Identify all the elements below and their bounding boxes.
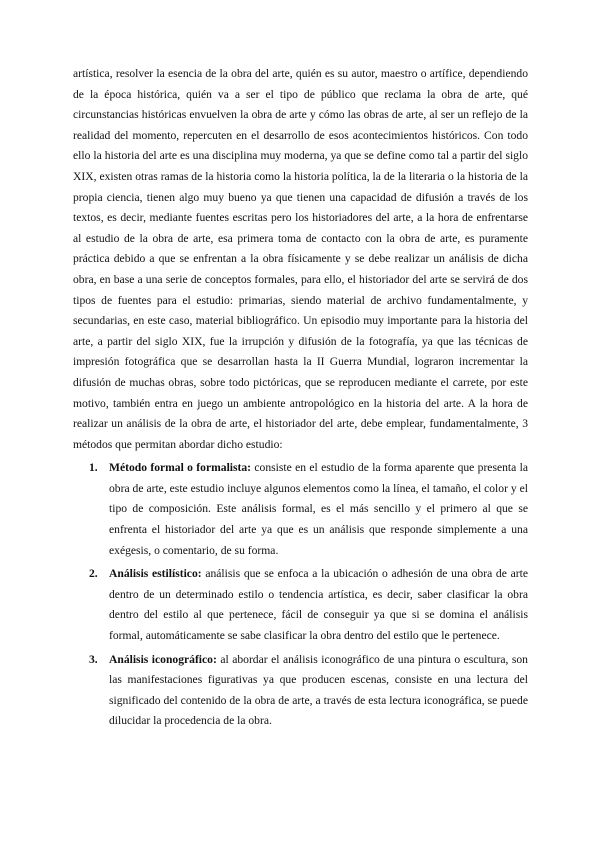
list-item-formal-method	[89, 458, 528, 561]
methods-list	[73, 458, 528, 732]
list-item-term: Análisis iconográfico:	[109, 652, 217, 666]
list-item-description: análisis que se enfoca a la ubicación o adhesión de una obra de arte dentro de un determinado estilo o tendencia artística, es decir, saber clasificar la obra dentro del estilo al que pertenece, fácil de conseguir ya que si se domina el análisis formal, automáticamente se sabe clasificar la obra dentro del estilo que le pertenece.	[109, 567, 528, 643]
list-item-number: 1.	[89, 461, 98, 475]
intro-paragraph: artística, resolver la esencia de la obra del arte, quién es su autor, maestro o artífice, dependiendo de la época histórica, quién va a ser el tipo de público que reclama la obra de arte, qué circunstancias históricas envuelven la obra de arte y cómo las obras de arte, al ser un reflejo de la realidad del momento, repercuten en el desarrollo de esos acontecimientos históricos. Con todo ello la historia del arte es una disciplina muy moderna, ya que se define como tal a partir del siglo XIX, existen otras ramas de la historia como la historia política, la de la literaria o la historia de la propia ciencia, tienen algo muy bueno ya que tienen una capacidad de difusión a través de los textos, es decir, mediante fuentes escritas pero los historiadores del arte, a la hora de enfrentarse al estudio de la obra de arte, esa primera toma de contacto con la obra de arte, es puramente práctica debido a que se enfrentan a la obra físicamente y se debe realizar un análisis de dicha obra, en base a una serie de conceptos formales, para ello, el historiador del arte se servirá de dos tipos de fuentes para el estudio: primarias, siendo material de archivo fundamentalmente, y secundarias, en este caso, material bibliográfico. Un episodio muy importante para la historia del arte, a partir del siglo XIX, fue la irrupción y difusión de la fotografía, ya que las técnicas de impresión fotográfica que se desarrollan hasta la II Guerra Mundial, lograron incrementar la difusión de muchas obras, sobre todo pictóricas, que se reproducen mediante el carrete, por este motivo, también entra en juego un ambiente antropológico en la historia del arte. A la hora de realizar un análisis de la obra de arte, el historiador del arte, debe emplear, fundamentalmente, 3 métodos que permitan abordar dicho estudio:	[73, 67, 528, 451]
list-item-number: 3.	[89, 652, 98, 666]
list-item-term: Método formal o formalista:	[109, 461, 252, 475]
list-item-stylistic-analysis	[89, 564, 528, 646]
list-item-iconographic-analysis	[89, 650, 528, 732]
list-item-description: consiste en el estudio de la forma aparente que presenta la obra de arte, este estudio incluye algunos elementos como la línea, el tamaño, el color y el tipo de composición. Este análisis formal, es el más sencillo y el primero al que se enfrenta el historiador del arte ya que es un análisis que responde simplemente a una exégesis, o comentario, de su forma.	[109, 461, 528, 557]
list-item-number: 2.	[89, 567, 98, 581]
list-item-description: al abordar el análisis iconográfico de una pintura o escultura, son las manifestaciones figurativas ya que producen escenas, consiste en una lectura del significado del contenido de la obra de arte, a través de esta lectura iconográfica, se puede dilucidar la procedencia de la obra.	[109, 652, 528, 728]
document-body	[73, 64, 528, 735]
list-item-term: Análisis estilístico:	[109, 567, 202, 581]
